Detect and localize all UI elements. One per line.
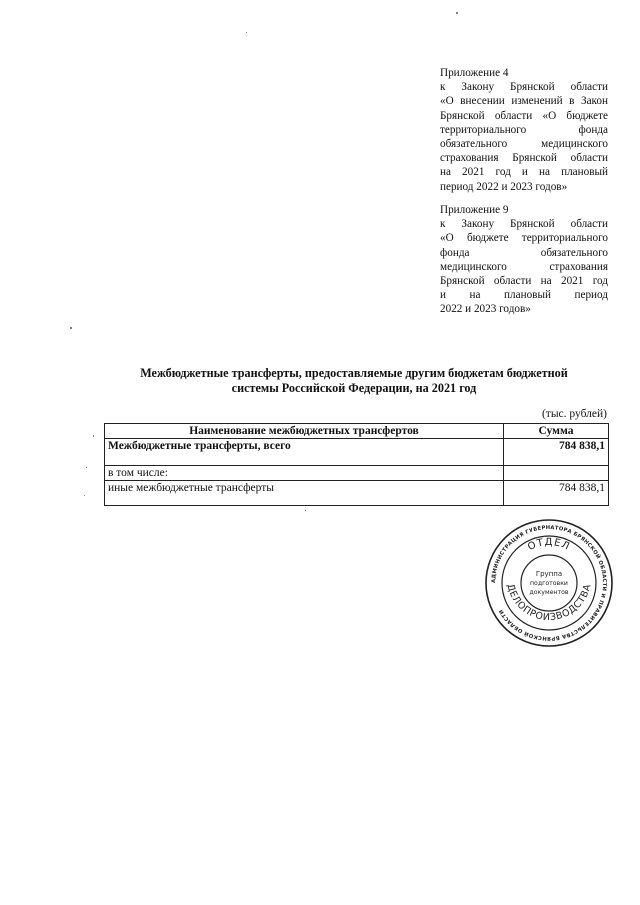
appendix-4-block (440, 66, 608, 194)
appendix-9-line: фонда обязательного (440, 246, 608, 259)
appendix-4-line: обязательного медицинского (440, 138, 608, 151)
scan-speck (305, 510, 306, 511)
header-name: Наименование межбюджетных трансфертов (105, 424, 504, 439)
table-header-row (105, 424, 609, 439)
stamp-center-line: документов (529, 589, 569, 596)
row-name: в том числе: (105, 466, 504, 481)
row-value (504, 466, 609, 481)
office-stamp (484, 518, 614, 648)
row-value: 784 838,1 (504, 439, 609, 466)
appendix-4-heading: Приложение 4 (440, 67, 509, 79)
title-line-2: системы Российской Федерации, на 2021 год (231, 380, 477, 395)
row-name: иные межбюджетные трансферты (105, 481, 504, 506)
appendix-4-line: страхования Брянской области (440, 152, 608, 165)
table-row (105, 439, 609, 466)
title-line-1: Межбюджетные трансферты, предоставляемые другим бюджетам бюджетной (140, 366, 568, 380)
stamp-outer-text: АДМИНИСТРАЦИЯ ГУБЕРНАТОРА БРЯНСКОЙ ОБЛАСТИ И ПРАВИТЕЛЬСТВА БРЯНСКОЙ ОБЛАСТИ (490, 524, 608, 642)
stamp-center-line: Группа (535, 570, 563, 578)
appendix-4-line: к Закону Брянской области (440, 81, 608, 94)
appendix-4-line: на 2021 год и на плановый (440, 166, 608, 179)
table-row (105, 466, 609, 481)
appendix-9-line: «О бюджете территориального (440, 232, 608, 245)
scan-speck (456, 12, 458, 14)
document-title (100, 366, 608, 395)
scan-speck (84, 495, 85, 496)
table-row (105, 481, 609, 506)
scan-speck (93, 435, 94, 437)
scan-speck (70, 327, 72, 329)
appendix-9-line: медицинского страхования (440, 260, 608, 273)
units-label: (тыс. рублей) (541, 408, 607, 420)
row-value: 784 838,1 (504, 481, 609, 506)
appendix-9-line: и на плановый период (440, 289, 608, 302)
stamp-graphic (484, 518, 614, 648)
stamp-lower-text: ДЕЛОПРОИЗВОДСТВА (504, 582, 594, 624)
appendix-4-line: период 2022 и 2023 годов» (440, 180, 568, 193)
scan-speck (86, 467, 87, 468)
appendix-4-line: «О внесении изменений в Закон (440, 95, 608, 108)
appendix-9-heading: Приложение 9 (440, 204, 509, 216)
header-sum: Сумма (504, 424, 609, 439)
appendix-4-line: Брянской области «О бюджете (440, 109, 608, 122)
scan-speck (246, 32, 247, 33)
stamp-center-line: подготовки (530, 580, 568, 587)
row-name: Межбюджетные трансферты, всего (105, 439, 504, 466)
appendix-9-line: к Закону Брянской области (440, 218, 608, 231)
transfers-table (104, 423, 609, 506)
appendix-4-line: территориального фонда (440, 123, 608, 136)
appendix-9-line: 2022 и 2023 годов» (440, 303, 531, 316)
stamp-upper-text: ОТДЕЛ (526, 536, 572, 553)
appendix-9-line: Брянской области на 2021 год (440, 275, 608, 288)
appendix-9-block (440, 203, 608, 317)
